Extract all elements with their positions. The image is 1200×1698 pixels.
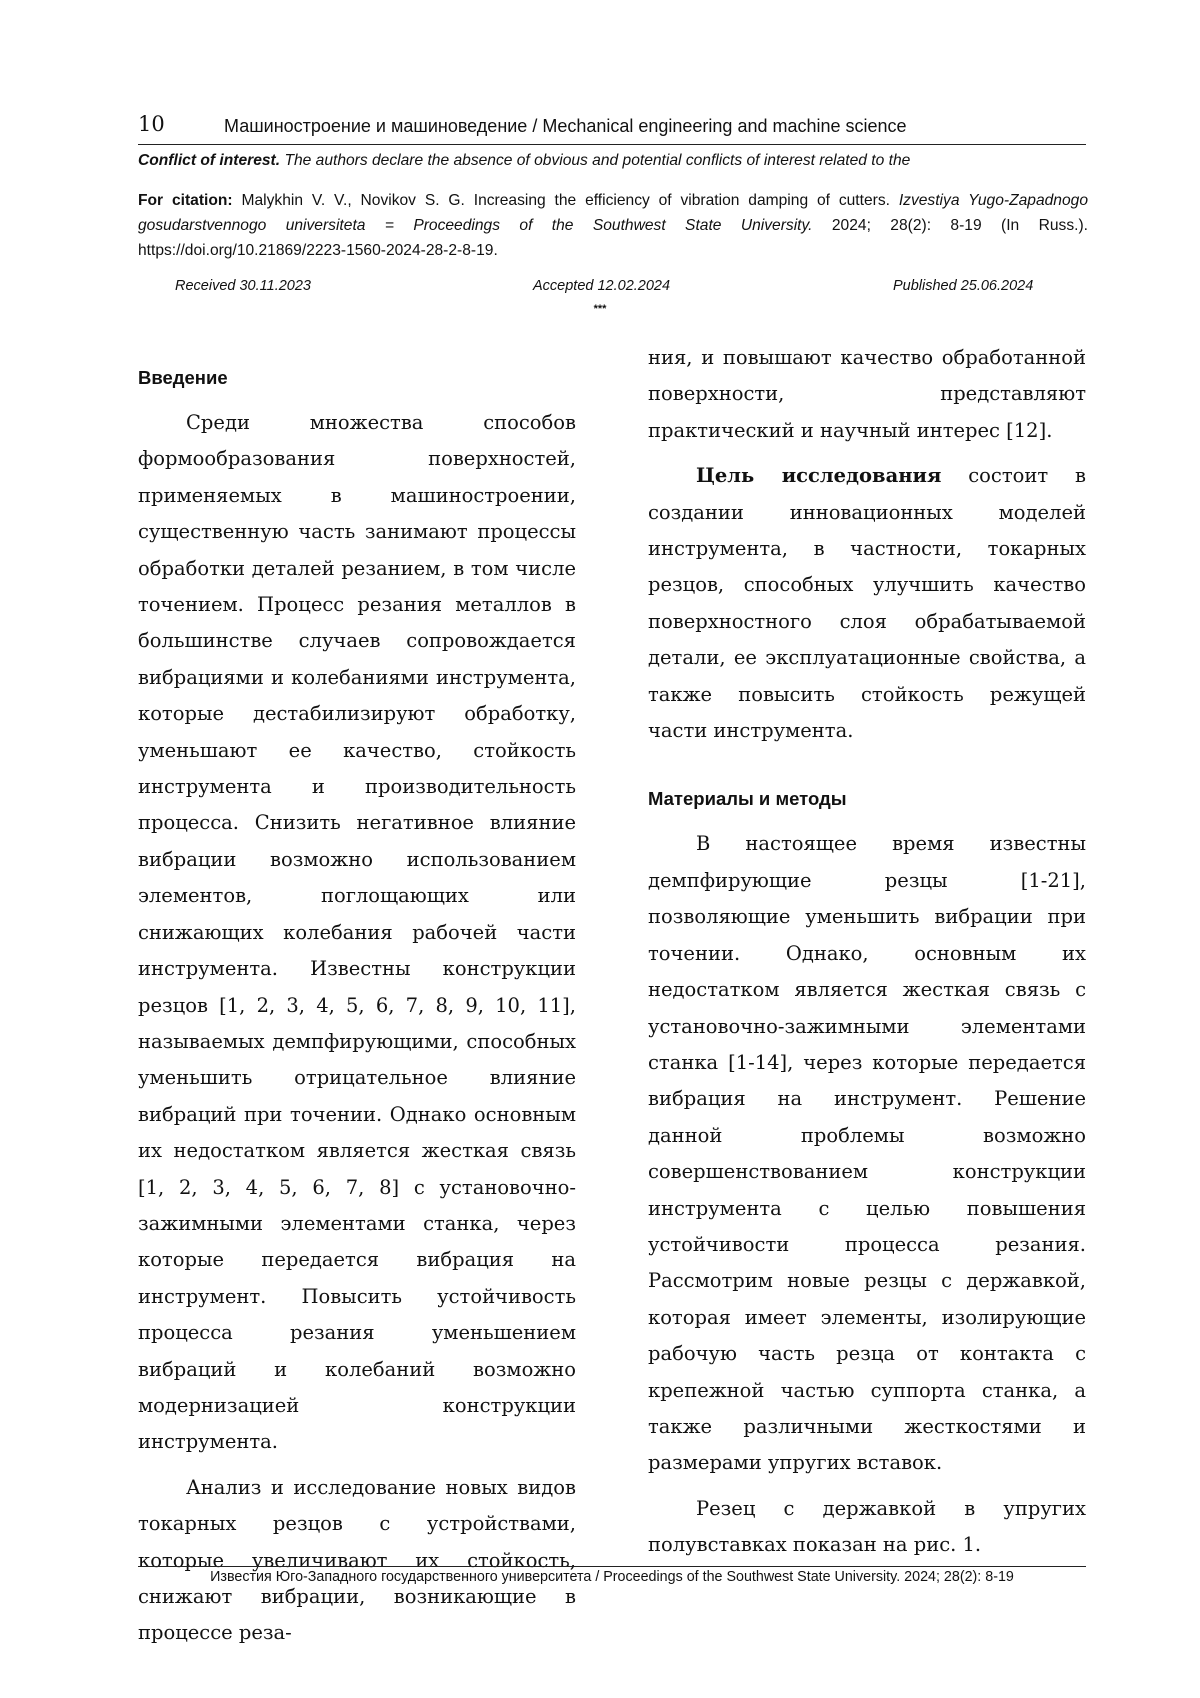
intro-heading: Введение — [138, 360, 576, 396]
accepted-date: Accepted 12.02.2024 — [533, 278, 670, 294]
intro-paragraph-2-continued: ния, и повышают качество обработанной поверхности, представляют практический и научный интерес [12]. — [648, 340, 1086, 449]
page-number: 10 — [138, 112, 165, 136]
research-goal-text: состоит в создании инновационных моделей инструмента, в частности, токарных резцов, способных улучшить качество поверхностного слоя обрабатываемой детали, ее эксплуатационные свойства, а также повысить стойкость режущей части инструмента. — [648, 464, 1086, 742]
section-separator: *** — [0, 303, 1200, 315]
journal-section-title: Машиностроение и машиноведение / Mechanical engineering and machine science — [224, 116, 907, 137]
research-goal-lead: Цель исследования — [696, 464, 941, 487]
right-column — [648, 340, 1086, 1564]
research-goal-paragraph — [648, 458, 1086, 749]
conflict-of-interest — [138, 152, 1086, 170]
citation-label: For citation: — [138, 192, 233, 209]
running-header — [138, 110, 1086, 145]
intro-paragraph-1: Среди множества способов формообразования поверхностей, применяемых в машиностроении, существенную часть занимают процессы обработки деталей резанием, в том числе точением. Процесс резания металлов в большинстве случаев сопровождается вибрациями и колебаниями инструмента, которые дестабилизируют обработку, уменьшают ее качество, стойкость инструмента и производительность процесса. Снизить негативное влияние вибрации возможно использованием элементов, поглощающих или снижающих колебания рабочей части инструмента. Известны конструкции резцов [1, 2, 3, 4, 5, 6, 7, 8, 9, 10, 11], называемых демпфирующими, способных уменьшить отрицательное влияние вибраций при точении. Однако основным их недостатком является жесткая связь [1, 2, 3, 4, 5, 6, 7, 8] с установочно-зажимными элементами станка, через которые передается вибрация на инструмент. Повысить устойчивость процесса резания уменьшением вибраций и колебаний возможно модернизацией конструкции инструмента. — [138, 405, 576, 1461]
published-date: Published 25.06.2024 — [893, 278, 1033, 294]
conflict-text: The authors declare the absence of obvious and potential conflicts of interest related to the — [284, 152, 910, 169]
intro-paragraph-2: Анализ и исследование новых видов токарных резцов с устройствами, которые увеличивают их стойкость, снижают вибрации, возникающие в процессе реза- — [138, 1470, 576, 1652]
citation-block — [138, 188, 1088, 263]
citation-journal: Izvestiya Yugo-Zapadnogo gosudarstvennogo universiteta = Proceedings of the Southwest State University. — [138, 192, 1088, 234]
methods-paragraph-2: Резец с державкой в упругих полувставках показан на рис. 1. — [648, 1491, 1086, 1564]
received-date: Received 30.11.2023 — [175, 278, 311, 294]
methods-heading: Материалы и методы — [648, 781, 1086, 817]
left-column — [138, 360, 576, 1652]
citation-details: 2024; 28(2): 8-19 (In Russ.). https://doi.org/10.21869/2223-1560-2024-28-2-8-19. — [138, 217, 1088, 259]
running-footer: Известия Юго-Западного государственного университета / Proceedings of the Southwest State University. 2024; 28(2): 8-19 — [138, 1566, 1086, 1585]
citation-authors-title: Malykhin V. V., Novikov S. G. Increasing the efficiency of vibration damping of cutters. — [241, 192, 889, 209]
paper-page — [0, 0, 1200, 1698]
methods-paragraph-1: В настоящее время известны демпфирующие резцы [1-21], позволяющие уменьшить вибрации при точении. Однако, основным их недостатком является жесткая связь с установочно-зажимными элементами станка [1-14], через которые передается вибрация на инструмент. Решение данной проблемы возможно совершенствованием конструкции инструмента с целью повышения устойчивости процесса резания. Рассмотрим новые резцы с державкой, которая имеет элементы, изолирующие рабочую часть резца от контакта с крепежной частью суппорта станка, а также различными жесткостями и размерами упругих вставок. — [648, 826, 1086, 1481]
conflict-label: Conflict of interest. — [138, 152, 280, 169]
